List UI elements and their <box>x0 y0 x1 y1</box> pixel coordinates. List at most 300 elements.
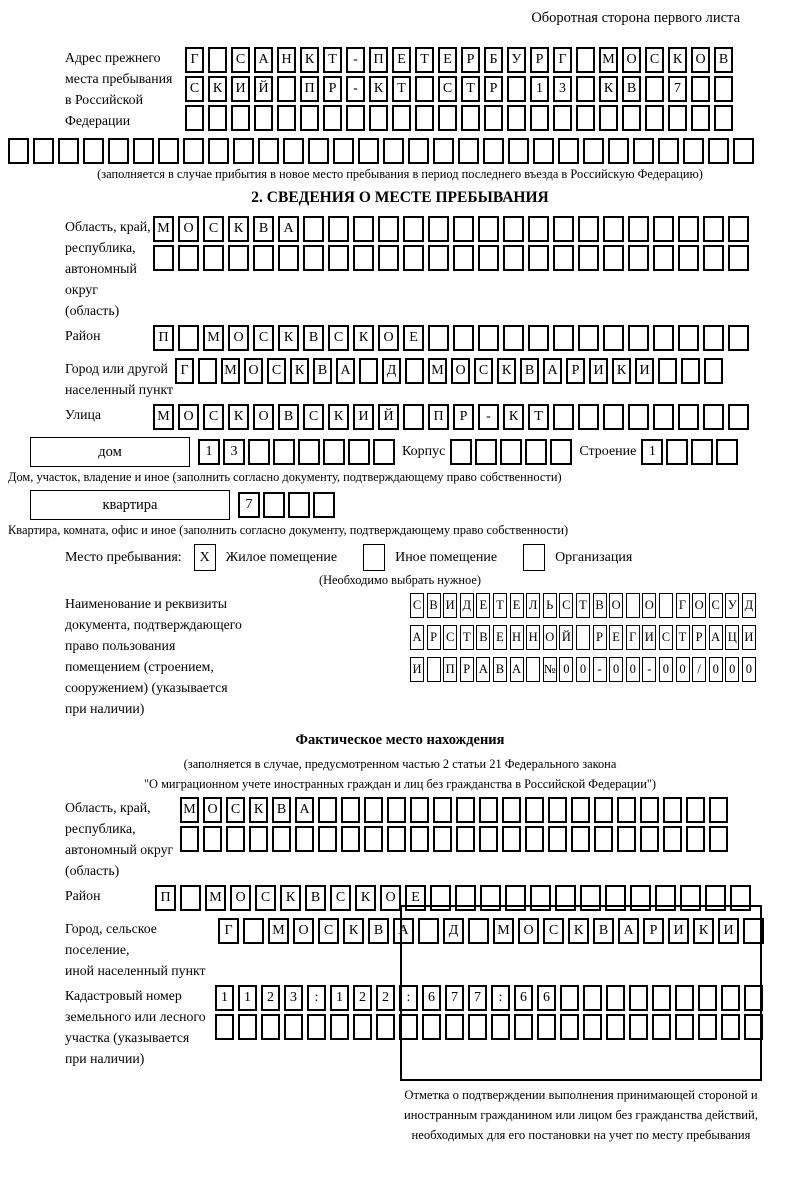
prev-address-row-4[interactable] <box>8 138 792 164</box>
prev-address-row-3[interactable] <box>185 105 733 131</box>
char-box <box>358 138 379 164</box>
char-box <box>526 657 540 682</box>
char-box <box>403 404 424 430</box>
char-box: В <box>714 47 733 73</box>
char-box: В <box>476 625 490 650</box>
char-box <box>533 138 554 164</box>
char-box: С <box>318 918 339 944</box>
char-box <box>108 138 129 164</box>
char-box <box>303 245 324 271</box>
char-box <box>678 216 699 242</box>
char-box <box>231 105 250 131</box>
char-box: 2 <box>353 985 372 1011</box>
char-box <box>33 138 54 164</box>
char-box <box>203 245 224 271</box>
char-box <box>273 439 295 465</box>
korpus-label: Корпус <box>402 444 446 459</box>
cadastral-label: Кадастровый номер земельного или лесного участка (указывается при наличии) <box>65 988 206 1066</box>
char-box <box>415 105 434 131</box>
char-box: О <box>691 47 710 73</box>
char-box <box>578 245 599 271</box>
char-box: Р <box>453 404 474 430</box>
char-box: 0 <box>742 657 756 682</box>
char-box <box>691 76 710 102</box>
char-box <box>553 325 574 351</box>
char-box: С <box>645 47 664 73</box>
char-box: О <box>378 325 399 351</box>
char-box: М <box>599 47 618 73</box>
char-box: К <box>503 404 524 430</box>
char-box: О <box>692 593 706 618</box>
char-box: О <box>380 885 401 911</box>
region-row-2[interactable] <box>153 245 749 271</box>
actual-region-row-1[interactable] <box>180 797 728 823</box>
char-box: К <box>369 76 388 102</box>
char-box <box>408 138 429 164</box>
char-box <box>548 797 567 823</box>
char-box <box>364 826 383 852</box>
char-box: О <box>230 885 251 911</box>
char-box <box>453 325 474 351</box>
prev-address-row-1[interactable] <box>185 47 733 73</box>
char-box: С <box>330 885 351 911</box>
char-box: - <box>642 657 656 682</box>
char-box: Й <box>378 404 399 430</box>
char-box <box>277 105 296 131</box>
char-box: В <box>368 918 389 944</box>
char-box <box>507 105 526 131</box>
char-box: Т <box>461 76 480 102</box>
char-box: Г <box>553 47 572 73</box>
prev-address-field <box>65 47 792 134</box>
char-box <box>133 138 154 164</box>
region-label: Область, край, республика, автономный округ (область) <box>65 219 151 318</box>
char-box <box>478 325 499 351</box>
char-box <box>378 216 399 242</box>
char-box: Г <box>185 47 204 73</box>
char-box: Р <box>643 918 664 944</box>
char-box <box>208 138 229 164</box>
char-box <box>633 138 654 164</box>
char-box: К <box>249 797 268 823</box>
char-box <box>405 358 424 384</box>
char-box <box>348 439 370 465</box>
char-box <box>272 826 291 852</box>
char-box: Р <box>593 625 607 650</box>
prev-address-note: (заполняется в случае прибытия в новое место пребывания в период последнего въезда в Российскую Федерацию) <box>97 167 703 181</box>
char-box: 3 <box>553 76 572 102</box>
char-box <box>369 105 388 131</box>
char-box <box>628 404 649 430</box>
char-box: С <box>659 625 673 650</box>
char-box: 0 <box>659 657 673 682</box>
char-box <box>288 492 310 518</box>
char-box: 0 <box>609 657 623 682</box>
char-box: М <box>493 918 514 944</box>
char-box <box>341 797 360 823</box>
char-box: Й <box>559 625 573 650</box>
option-label-zhiloe: Жилое помещение <box>225 549 338 565</box>
char-box <box>341 826 360 852</box>
char-box <box>453 216 474 242</box>
checkbox-org[interactable] <box>523 544 545 571</box>
char-box: В <box>278 404 299 430</box>
document-row-2[interactable] <box>410 625 756 650</box>
char-box <box>530 105 549 131</box>
district-label: Район <box>65 328 101 343</box>
char-box <box>686 797 705 823</box>
char-box: Д <box>742 593 756 618</box>
char-box <box>428 245 449 271</box>
stroenie-cells[interactable] <box>641 439 738 465</box>
char-box <box>359 358 378 384</box>
char-box: Е <box>510 593 524 618</box>
actual-location-title: Фактическое место нахождения <box>295 732 505 748</box>
apartment-named-box: квартира <box>30 490 230 520</box>
char-box: Т <box>415 47 434 73</box>
char-box: А <box>410 625 424 650</box>
char-box: И <box>742 625 756 650</box>
char-box: С <box>203 216 224 242</box>
char-box: О <box>609 593 623 618</box>
char-box <box>709 826 728 852</box>
char-box: Р <box>323 76 342 102</box>
region-row-1[interactable] <box>153 216 749 242</box>
document-row-3[interactable] <box>410 657 756 682</box>
char-box <box>628 325 649 351</box>
document-row-1[interactable] <box>410 593 756 618</box>
char-box: А <box>618 918 639 944</box>
char-box: В <box>520 358 539 384</box>
char-box <box>578 216 599 242</box>
char-box <box>703 245 724 271</box>
char-box <box>433 797 452 823</box>
char-box: И <box>635 358 654 384</box>
char-box <box>659 593 673 618</box>
char-box <box>238 1014 257 1040</box>
char-box <box>626 593 640 618</box>
char-box <box>373 439 395 465</box>
char-box: Е <box>609 625 623 650</box>
char-box <box>456 826 475 852</box>
char-box: И <box>718 918 739 944</box>
char-box: С <box>267 358 286 384</box>
city-label: Город или другой населенный пункт <box>65 361 174 397</box>
char-box: № <box>543 657 557 682</box>
char-box <box>668 105 687 131</box>
actual-region-label: Область, край, республика, автономный округ (область) <box>65 800 174 878</box>
char-box <box>528 325 549 351</box>
char-box <box>571 826 590 852</box>
char-box <box>663 797 682 823</box>
char-box: А <box>543 358 562 384</box>
char-box <box>728 245 749 271</box>
char-box <box>548 826 567 852</box>
char-box <box>503 216 524 242</box>
char-box: Б <box>484 47 503 73</box>
char-box <box>483 138 504 164</box>
char-box <box>704 358 723 384</box>
char-box: 0 <box>676 657 690 682</box>
actual-region-row-2[interactable] <box>180 826 728 852</box>
page-header-note: Оборотная сторона первого листа <box>531 10 740 26</box>
stay-type-label: Место пребывания: <box>65 549 182 565</box>
char-box <box>263 492 285 518</box>
char-box: У <box>507 47 526 73</box>
street-row[interactable] <box>153 404 749 430</box>
char-box <box>479 797 498 823</box>
char-box <box>158 138 179 164</box>
char-box <box>653 245 674 271</box>
char-box: С <box>443 625 457 650</box>
char-box: 0 <box>626 657 640 682</box>
char-box: И <box>443 593 457 618</box>
char-box <box>258 138 279 164</box>
char-box <box>323 439 345 465</box>
char-box <box>666 439 688 465</box>
char-box: Т <box>392 76 411 102</box>
char-box <box>261 1014 280 1040</box>
char-box <box>307 1014 326 1040</box>
char-box <box>475 439 497 465</box>
char-box <box>691 105 710 131</box>
char-box <box>318 826 337 852</box>
char-box: С <box>438 76 457 102</box>
char-box: 2 <box>261 985 280 1011</box>
char-box: К <box>280 885 301 911</box>
char-box <box>58 138 79 164</box>
char-box <box>353 1014 372 1040</box>
char-box <box>599 105 618 131</box>
char-box <box>318 797 337 823</box>
char-box: Р <box>530 47 549 73</box>
char-box <box>228 245 249 271</box>
char-box <box>507 76 526 102</box>
char-box: К <box>328 404 349 430</box>
char-box <box>248 439 270 465</box>
char-box <box>603 404 624 430</box>
street-field <box>65 404 792 433</box>
char-box <box>550 439 572 465</box>
char-box <box>594 826 613 852</box>
char-box: В <box>253 216 274 242</box>
char-box <box>427 657 441 682</box>
char-box <box>458 138 479 164</box>
char-box <box>410 826 429 852</box>
char-box <box>728 404 749 430</box>
char-box: П <box>369 47 388 73</box>
house-number-cells[interactable] <box>198 439 395 465</box>
char-box <box>558 138 579 164</box>
char-box: С <box>709 593 723 618</box>
char-box: К <box>668 47 687 73</box>
char-box <box>298 439 320 465</box>
char-box <box>330 1014 349 1040</box>
char-box <box>283 138 304 164</box>
char-box <box>714 76 733 102</box>
char-box: : <box>307 985 326 1011</box>
char-box <box>208 47 227 73</box>
char-box <box>733 138 754 164</box>
char-box <box>622 105 641 131</box>
char-box <box>328 245 349 271</box>
char-box <box>681 358 700 384</box>
stamp-caption: Отметка о подтверждении выполнения принимающей стороной и иностранным гражданином или лицом без гражданства действий, необходимых для его постановки на учет по месту пребывания <box>404 1088 758 1142</box>
char-box: Н <box>526 625 540 650</box>
char-box <box>658 138 679 164</box>
char-box: К <box>300 47 319 73</box>
char-box: Р <box>461 47 480 73</box>
char-box <box>403 245 424 271</box>
char-box: К <box>693 918 714 944</box>
char-box: С <box>410 593 424 618</box>
apartment-cells[interactable] <box>238 492 335 518</box>
char-box <box>525 439 547 465</box>
char-box <box>728 216 749 242</box>
char-box <box>703 216 724 242</box>
char-box <box>453 245 474 271</box>
char-box: Р <box>427 625 441 650</box>
char-box <box>456 797 475 823</box>
char-box <box>353 245 374 271</box>
char-box: А <box>254 47 273 73</box>
char-box <box>502 826 521 852</box>
char-box: 6 <box>514 985 533 1011</box>
char-box <box>376 1014 395 1040</box>
char-box <box>346 105 365 131</box>
char-box: П <box>153 325 174 351</box>
char-box <box>183 138 204 164</box>
char-box: А <box>295 797 314 823</box>
char-box <box>198 358 217 384</box>
char-box <box>253 245 274 271</box>
char-box <box>640 797 659 823</box>
district-row[interactable] <box>153 325 749 351</box>
char-box: О <box>228 325 249 351</box>
stamp-area <box>400 905 762 1145</box>
char-box <box>628 245 649 271</box>
char-box <box>617 797 636 823</box>
char-box: А <box>476 657 490 682</box>
char-box <box>313 492 335 518</box>
char-box: А <box>510 657 524 682</box>
char-box: М <box>221 358 240 384</box>
char-box: Г <box>218 918 239 944</box>
checkbox-inoe[interactable] <box>363 544 385 571</box>
char-box <box>303 216 324 242</box>
char-box: 1 <box>330 985 349 1011</box>
city-field <box>65 358 792 400</box>
char-box <box>553 404 574 430</box>
char-box: - <box>593 657 607 682</box>
city-row[interactable] <box>175 358 723 384</box>
stay-type-row <box>65 544 792 571</box>
char-box: С <box>185 76 204 102</box>
char-box: К <box>568 918 589 944</box>
char-box: В <box>593 918 614 944</box>
char-box: 0 <box>559 657 573 682</box>
char-box: Г <box>626 625 640 650</box>
char-box <box>478 245 499 271</box>
char-box <box>403 216 424 242</box>
char-box: Н <box>510 625 524 650</box>
char-box <box>583 138 604 164</box>
char-box: К <box>497 358 516 384</box>
char-box <box>383 138 404 164</box>
char-box <box>703 325 724 351</box>
char-box: 1 <box>238 985 257 1011</box>
char-box: И <box>668 918 689 944</box>
char-box: В <box>313 358 332 384</box>
district-field <box>65 325 792 354</box>
char-box <box>603 245 624 271</box>
char-box: П <box>155 885 176 911</box>
char-box: 0 <box>576 657 590 682</box>
char-box <box>608 138 629 164</box>
char-box <box>392 105 411 131</box>
char-box <box>503 325 524 351</box>
korpus-cells[interactable] <box>450 439 572 465</box>
char-box: Н <box>277 47 296 73</box>
char-box <box>553 245 574 271</box>
char-box: С <box>255 885 276 911</box>
char-box <box>576 76 595 102</box>
char-box <box>378 245 399 271</box>
char-box <box>295 826 314 852</box>
char-box <box>484 105 503 131</box>
char-box: М <box>203 325 224 351</box>
char-box <box>364 797 383 823</box>
char-box: С <box>474 358 493 384</box>
stroenie-label: Строение <box>579 444 637 459</box>
char-box: И <box>589 358 608 384</box>
char-box <box>571 797 590 823</box>
char-box <box>410 797 429 823</box>
char-box: С <box>559 593 573 618</box>
char-box: С <box>328 325 349 351</box>
char-box: К <box>208 76 227 102</box>
char-box: А <box>336 358 355 384</box>
char-box: М <box>180 797 199 823</box>
char-box: В <box>493 657 507 682</box>
char-box <box>663 826 682 852</box>
char-box: В <box>593 593 607 618</box>
char-box: В <box>272 797 291 823</box>
char-box <box>278 245 299 271</box>
char-box <box>576 105 595 131</box>
char-box <box>323 105 342 131</box>
char-box <box>300 105 319 131</box>
char-box <box>603 216 624 242</box>
document-label: Наименование и реквизиты документа, подтверждающего право пользования помещением (строением, сооружением) (указывается при наличии) <box>65 596 242 716</box>
char-box <box>215 1014 234 1040</box>
char-box: К <box>355 885 376 911</box>
char-box <box>525 826 544 852</box>
char-box <box>83 138 104 164</box>
char-box: Й <box>254 76 273 102</box>
char-box <box>254 105 273 131</box>
char-box <box>180 885 201 911</box>
char-box: Т <box>676 625 690 650</box>
checkbox-zhiloe[interactable]: X <box>194 544 216 571</box>
prev-address-row-2[interactable] <box>185 76 733 102</box>
char-box: Г <box>175 358 194 384</box>
char-box <box>617 826 636 852</box>
char-box <box>716 439 738 465</box>
char-box: - <box>478 404 499 430</box>
char-box: М <box>268 918 289 944</box>
char-box <box>525 797 544 823</box>
